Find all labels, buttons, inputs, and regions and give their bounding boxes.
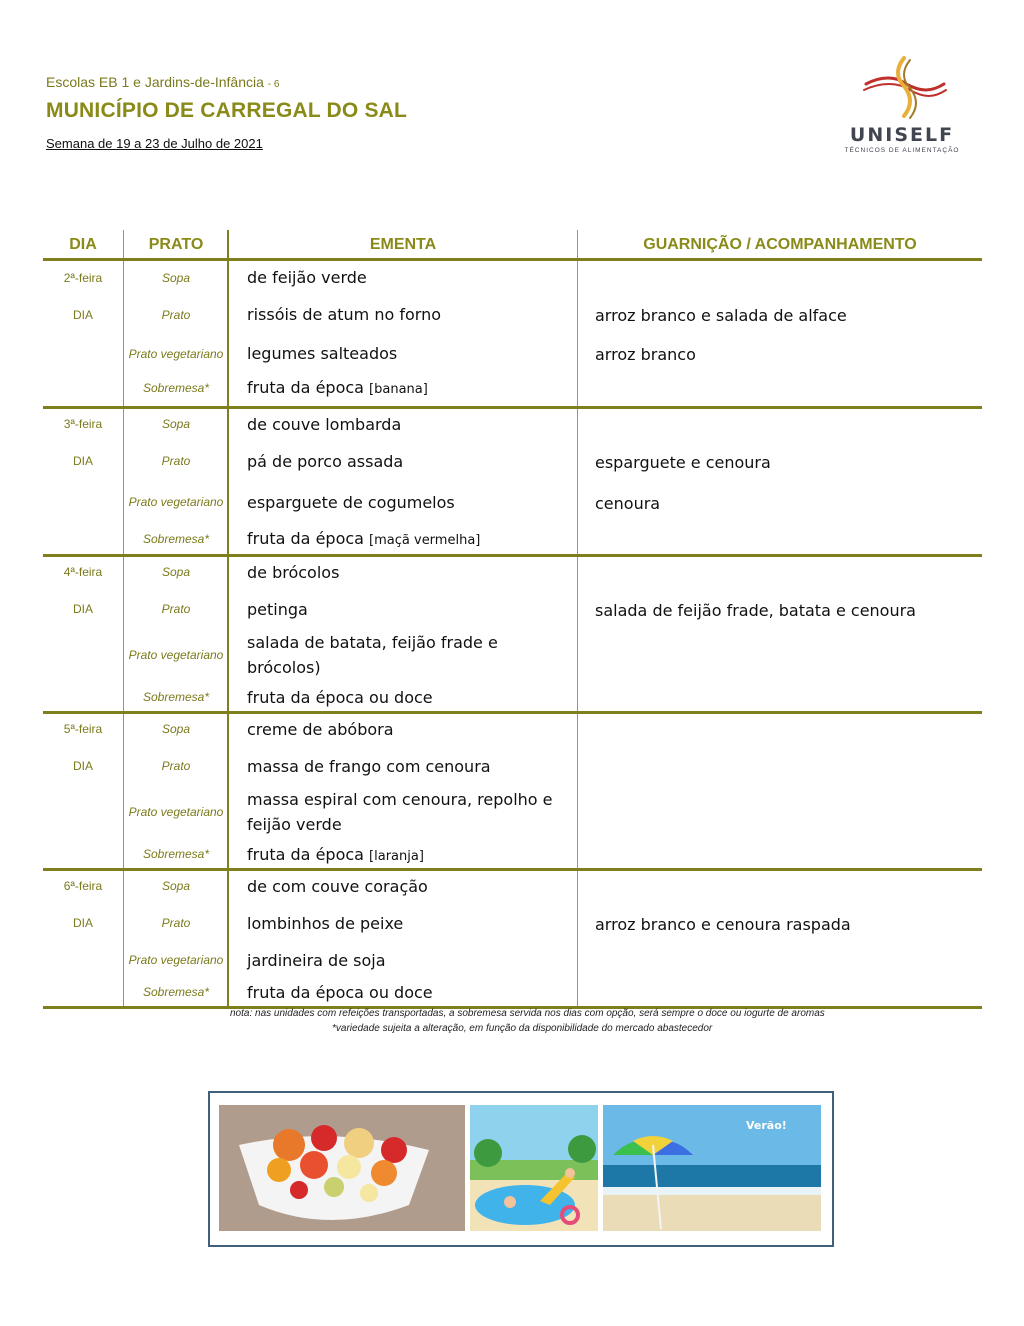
header-dia: DIA [69, 236, 97, 253]
day-sub: DIA [72, 602, 93, 616]
day-name: 5ª-feira [63, 722, 103, 736]
prato-guarnicao: arroz branco e salada de alface [595, 306, 847, 325]
course-label-sopa: Sopa [161, 271, 191, 285]
beach-umbrella-image [603, 1105, 821, 1231]
day-block-sexta [43, 871, 982, 1009]
prato-guarnicao: salada de feijão frade, batata e cenoura [595, 601, 916, 620]
column-divider [577, 261, 578, 406]
sopa-text: creme de abóbora [247, 720, 394, 739]
kids-pool-illustration [470, 1105, 598, 1231]
prato-text: petinga [247, 600, 308, 619]
column-divider [123, 557, 124, 711]
sopa-text: de feijão verde [247, 268, 367, 287]
kids-pool-image [470, 1105, 598, 1231]
day-sub: DIA [72, 454, 93, 468]
logo-name: UNISELF [849, 124, 955, 146]
course-label-vegetariano: Prato vegetariano [128, 953, 224, 967]
vegetariano-text: massa espiral com cenoura, repolho e feijão verde [247, 790, 553, 834]
column-divider [577, 871, 578, 1006]
beach-illustration [603, 1105, 821, 1231]
prato-text: lombinhos de peixe [247, 914, 404, 933]
column-divider [577, 409, 578, 554]
sobremesa-text: fruta da época [maçã vermelha] [247, 529, 481, 548]
day-block-segunda [43, 261, 982, 409]
header-ementa: EMENTA [369, 236, 437, 253]
day-name: 6ª-feira [63, 879, 103, 893]
day-block-terca [43, 409, 982, 557]
menu-table [43, 230, 982, 1009]
course-label-vegetariano: Prato vegetariano [128, 805, 224, 819]
sobremesa-text: fruta da época ou doce [247, 983, 433, 1002]
vegetariano-text: esparguete de cogumelos [247, 493, 455, 512]
vegetariano-guarnicao: arroz branco [595, 345, 696, 364]
uniself-logo-mark [826, 54, 978, 124]
day-name: 3ª-feira [63, 417, 103, 431]
course-label-prato: Prato [161, 308, 191, 322]
course-label-vegetariano: Prato vegetariano [128, 648, 224, 662]
summer-banner [208, 1091, 834, 1247]
fruit-variety: [banana] [369, 382, 428, 397]
course-label-sopa: Sopa [161, 722, 191, 736]
schools-label: Escolas EB 1 e Jardins-de-Infância - 6 [46, 74, 280, 90]
table-header [43, 230, 982, 261]
footnote-transport: nota: nas unidades com refeições transportadas, a sobremesa servida nos dias com opção, será sempre o doce ou iogurte de aromas [230, 1008, 825, 1019]
course-label-sobremesa: Sobremesa* [142, 381, 210, 395]
course-label-sopa: Sopa [161, 879, 191, 893]
header-guarnicao: GUARNIÇÃO / ACOMPANHAMENTO [643, 236, 917, 253]
course-label-vegetariano: Prato vegetariano [128, 347, 224, 361]
day-sub: DIA [72, 916, 93, 930]
course-label-sobremesa: Sobremesa* [142, 847, 210, 861]
page-title: MUNICÍPIO DE CARREGAL DO SAL [46, 99, 408, 122]
week-range: Semana de 19 a 23 de Julho de 2021 [46, 136, 263, 151]
course-label-sopa: Sopa [161, 417, 191, 431]
column-divider [227, 714, 229, 868]
course-label-prato: Prato [161, 759, 191, 773]
course-label-sobremesa: Sobremesa* [142, 690, 210, 704]
fruit-salad-illustration [219, 1105, 465, 1231]
day-name: 4ª-feira [63, 565, 103, 579]
fruit-variety: [maçã vermelha] [369, 533, 481, 548]
prato-guarnicao: esparguete e cenoura [595, 453, 771, 472]
course-label-sopa: Sopa [161, 565, 191, 579]
footnote-variety: *variedade sujeita a alteração, em função da disponibilidade do mercado abastecedor [332, 1023, 713, 1034]
prato-guarnicao: arroz branco e cenoura raspada [595, 915, 851, 934]
column-divider [577, 714, 578, 868]
logo-tagline: TÉCNICOS DE ALIMENTAÇÃO [844, 147, 960, 154]
vegetariano-text: jardineira de soja [247, 951, 386, 970]
sobremesa-text: fruta da época [laranja] [247, 845, 424, 864]
column-divider [577, 557, 578, 711]
course-label-sobremesa: Sobremesa* [142, 985, 210, 999]
vegetariano-text: legumes salteados [247, 344, 398, 363]
banner-caption: Verão! [746, 1119, 787, 1132]
header-prato: PRATO [148, 236, 204, 253]
sobremesa-text: fruta da época [banana] [247, 378, 428, 397]
course-label-prato: Prato [161, 454, 191, 468]
column-divider [227, 557, 229, 711]
course-label-prato: Prato [161, 916, 191, 930]
prato-text: pá de porco assada [247, 452, 404, 471]
uniself-logo [826, 54, 978, 158]
fruit-variety: [laranja] [369, 849, 424, 864]
sobremesa-text: fruta da época ou doce [247, 688, 433, 707]
day-sub: DIA [72, 759, 93, 773]
prato-text: massa de frango com cenoura [247, 757, 491, 776]
day-name: 2ª-feira [63, 271, 103, 285]
day-block-quarta [43, 557, 982, 714]
course-label-prato: Prato [161, 602, 191, 616]
vegetariano-text: salada de batata, feijão frade e brócolos) [247, 633, 498, 677]
fruit-salad-image [219, 1105, 465, 1231]
day-sub: DIA [72, 308, 93, 322]
prato-text: rissóis de atum no forno [247, 305, 441, 324]
course-label-vegetariano: Prato vegetariano [128, 495, 224, 509]
sopa-text: de couve lombarda [247, 415, 402, 434]
sopa-text: de brócolos [247, 563, 340, 582]
sopa-text: de com couve coração [247, 877, 428, 896]
vegetariano-guarnicao: cenoura [595, 494, 661, 513]
column-divider [123, 714, 124, 868]
day-block-quinta [43, 714, 982, 871]
course-label-sobremesa: Sobremesa* [142, 532, 210, 546]
